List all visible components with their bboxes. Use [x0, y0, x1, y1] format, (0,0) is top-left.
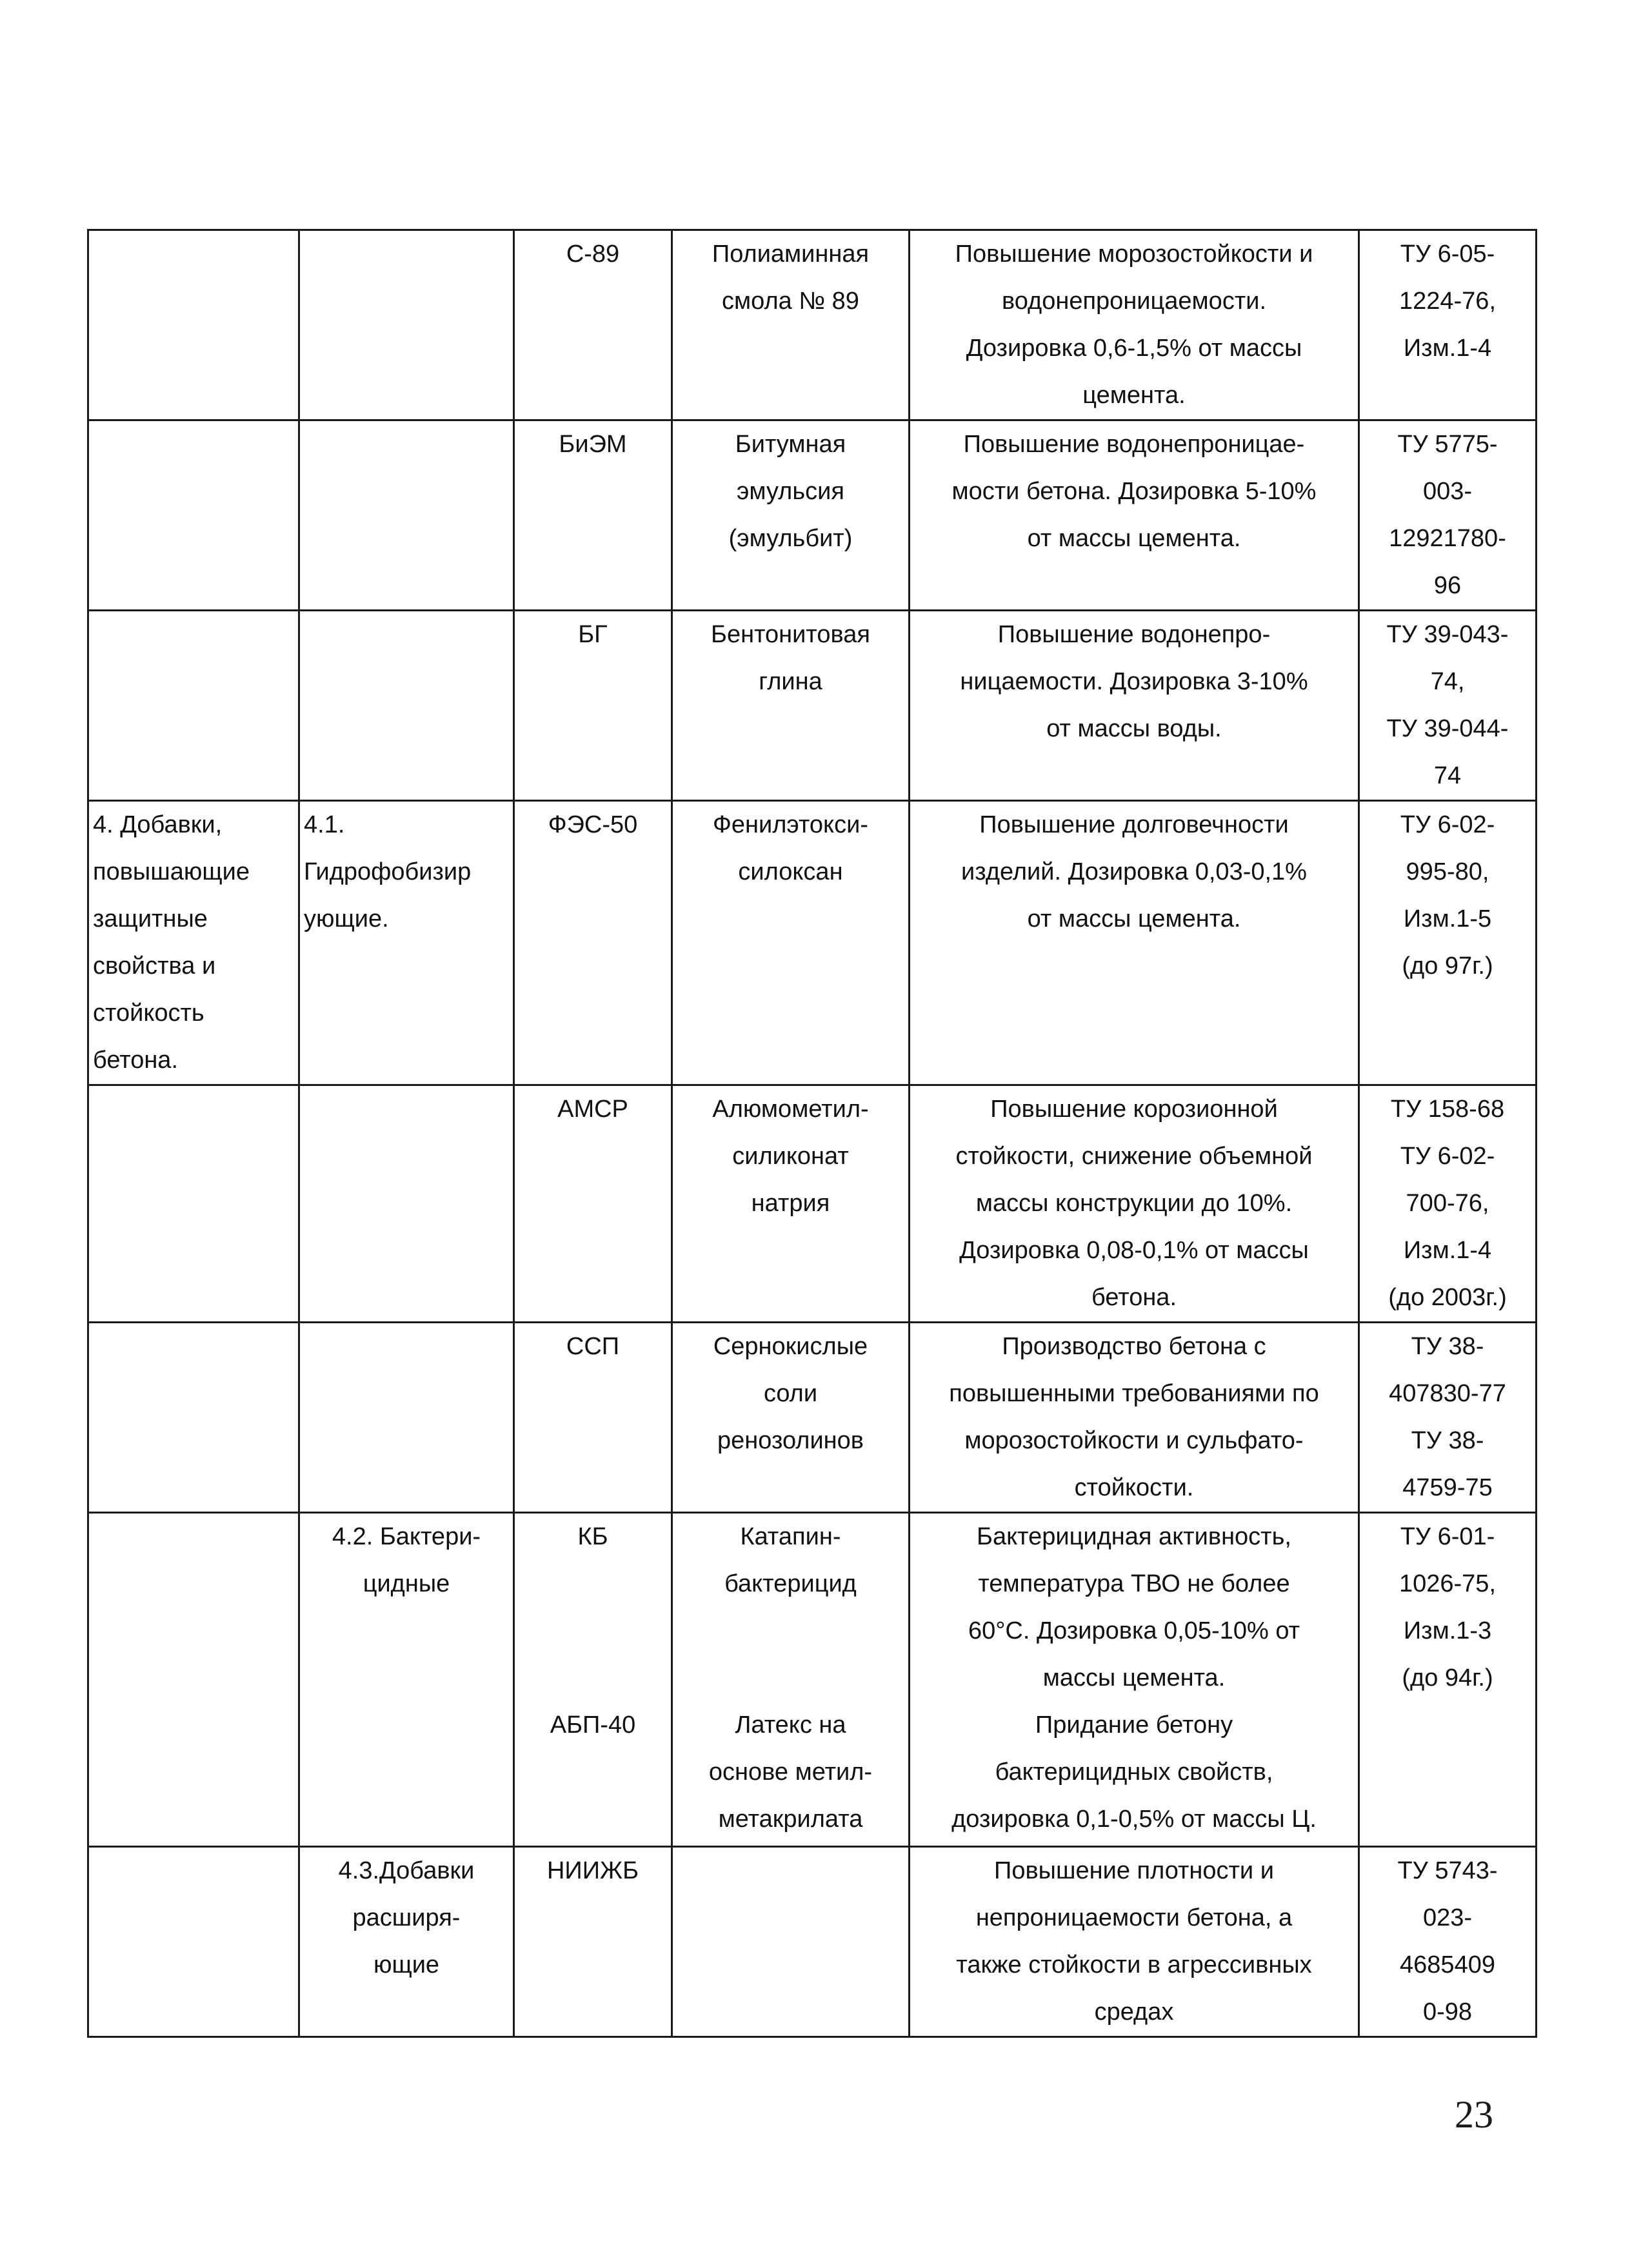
purpose-line: температура ТВО не более [978, 1570, 1290, 1597]
code-line: НИИЖБ [546, 1857, 639, 1884]
purpose-line: цемента. [1082, 382, 1186, 409]
subgroup-cell [299, 230, 514, 420]
name-line: силоксан [738, 858, 843, 885]
category-line: защитные [93, 905, 208, 932]
spec-line: 12921780- [1389, 525, 1506, 552]
spec-line: 1224-76, [1398, 288, 1496, 315]
table-row [88, 230, 1537, 420]
purpose-line: Повышение водонепро- [997, 621, 1271, 648]
name-line: Алюмометил- [712, 1096, 869, 1123]
name-cell [672, 1085, 910, 1323]
purpose-line: стойкости. [1074, 1474, 1194, 1501]
purpose-line: от массы цемента. [1027, 525, 1241, 552]
code-cell [514, 1323, 672, 1513]
spec-cell [1359, 1847, 1537, 2037]
code-line: БиЭМ [559, 431, 627, 458]
name-line: Полиаминная [712, 241, 870, 268]
purpose-line: бактерицидных свойств, [995, 1759, 1273, 1786]
code-cell [514, 1513, 672, 1847]
spec-line: 407830-77 [1389, 1380, 1506, 1407]
category-cell [88, 1323, 299, 1513]
name-line: Бентонитовая [711, 621, 870, 648]
purpose-line: средах [1094, 1998, 1174, 2026]
code-line: С-89 [566, 241, 620, 268]
code-cell [514, 611, 672, 801]
spec-line: 4759-75 [1402, 1474, 1493, 1501]
spec-line: ТУ 6-05- [1400, 241, 1495, 268]
spec-line: Изм.1-3 [1403, 1617, 1492, 1644]
purpose-line: Повышение водонепроницае- [963, 431, 1305, 458]
purpose-line: от массы воды. [1046, 715, 1222, 742]
name-cell [672, 230, 910, 420]
name-line: бактерицид [724, 1570, 857, 1597]
spec-line: ТУ 6-01- [1400, 1523, 1495, 1550]
purpose-cell [910, 230, 1359, 420]
category-cell [88, 1513, 299, 1847]
purpose-line: Повышение долговечности [979, 811, 1289, 838]
name-line: глина [759, 668, 822, 695]
name-line [677, 1608, 904, 1655]
spec-cell [1359, 1085, 1537, 1323]
spec-cell [1359, 230, 1537, 420]
table-row [88, 801, 1537, 1085]
purpose-line: Повышение морозостойкости и [955, 241, 1313, 268]
spec-cell [1359, 1323, 1537, 1513]
purpose-line: массы цемента. [1042, 1664, 1226, 1691]
subgroup-cell [299, 1847, 514, 2037]
name-cell [672, 801, 910, 1085]
name-cell [672, 1513, 910, 1847]
spec-line: Изм.1-4 [1403, 335, 1492, 362]
name-line: эмульсия [737, 478, 844, 505]
spec-line: (до 94г.) [1402, 1664, 1493, 1691]
code-cell [514, 1085, 672, 1323]
purpose-line: Производство бетона с [1002, 1333, 1266, 1360]
purpose-cell [910, 611, 1359, 801]
code-line: ФЭС-50 [548, 811, 638, 838]
subgroup-cell [299, 1513, 514, 1847]
purpose-line: 60°С. Дозировка 0,05-10% от [968, 1617, 1300, 1644]
name-cell [672, 1323, 910, 1513]
subgroup-cell [299, 1085, 514, 1323]
purpose-line: стойкости, снижение объемной [955, 1143, 1313, 1170]
purpose-line: дозировка 0,1-0,5% от массы Ц. [951, 1806, 1317, 1833]
subgroup-line: 4.1. [304, 811, 345, 838]
subgroup-line: цидные [363, 1570, 450, 1597]
code-line [519, 1655, 667, 1702]
name-line: смола № 89 [722, 288, 859, 315]
purpose-cell [910, 1513, 1359, 1847]
spec-line: 003- [1422, 478, 1473, 505]
spec-line: 1026-75, [1398, 1570, 1496, 1597]
name-line: метакрилата [718, 1806, 863, 1833]
subgroup-line: Гидрофобизир [304, 858, 472, 885]
name-line: силиконат [732, 1143, 849, 1170]
name-line [677, 1655, 904, 1702]
subgroup-line: 4.3.Добавки [338, 1857, 475, 1884]
purpose-line: изделий. Дозировка 0,03-0,1% [961, 858, 1307, 885]
spec-cell [1359, 1513, 1537, 1847]
purpose-line: от массы цемента. [1027, 905, 1241, 932]
spec-line: 74 [1433, 762, 1462, 789]
purpose-line: Дозировка 0,6-1,5% от массы [966, 335, 1302, 362]
category-cell [88, 1085, 299, 1323]
spec-cell [1359, 420, 1537, 611]
spec-line: 0-98 [1422, 1998, 1473, 2026]
purpose-cell [910, 1085, 1359, 1323]
category-line: повышающие [93, 858, 250, 885]
code-line: БГ [578, 621, 608, 648]
purpose-line: Повышение плотности и [994, 1857, 1274, 1884]
table-row [88, 420, 1537, 611]
name-line: натрия [751, 1190, 830, 1217]
spec-line: 700-76, [1406, 1190, 1489, 1217]
purpose-line: массы конструкции до 10%. [975, 1190, 1293, 1217]
code-cell [514, 420, 672, 611]
spec-line: 96 [1433, 572, 1462, 599]
code-line [519, 1561, 667, 1608]
name-line: Битумная [735, 431, 846, 458]
spec-line: ТУ 5743- [1397, 1857, 1498, 1884]
category-line: стойкость [93, 1000, 204, 1027]
code-line: ССП [566, 1333, 620, 1360]
purpose-line: Бактерицидная активность, [977, 1523, 1291, 1550]
name-line: соли [763, 1380, 818, 1407]
code-cell [514, 1847, 672, 2037]
table-row [88, 1085, 1537, 1323]
category-cell [88, 420, 299, 611]
spec-line: 023- [1422, 1904, 1473, 1931]
purpose-line: бетона. [1091, 1284, 1177, 1311]
name-line: Катапин- [740, 1523, 841, 1550]
name-cell [672, 420, 910, 611]
purpose-cell [910, 1323, 1359, 1513]
purpose-line: также стойкости в агрессивных [956, 1951, 1312, 1978]
spec-line: 74, [1430, 668, 1465, 695]
spec-line: Изм.1-5 [1403, 905, 1492, 932]
name-line: Сернокислые [713, 1333, 868, 1360]
spec-cell [1359, 801, 1537, 1085]
subgroup-cell [299, 420, 514, 611]
subgroup-line: 4.2. Бактери- [332, 1523, 481, 1550]
purpose-cell [910, 1847, 1359, 2037]
spec-line: ТУ 5775- [1397, 431, 1498, 458]
spec-line: 4685409 [1400, 1951, 1495, 1978]
purpose-line: мости бетона. Дозировка 5-10% [951, 478, 1317, 505]
code-line: КБ [577, 1523, 608, 1550]
subgroup-cell [299, 611, 514, 801]
category-line: свойства и [93, 952, 216, 980]
name-line: Фенилэтокси- [712, 811, 868, 838]
purpose-line: непроницаемости бетона, а [975, 1904, 1293, 1931]
spec-cell [1359, 611, 1537, 801]
name-line: ренозолинов [717, 1427, 864, 1454]
purpose-cell [910, 801, 1359, 1085]
spec-line: ТУ 38- [1411, 1333, 1484, 1360]
spec-line: (до 2003г.) [1388, 1284, 1507, 1311]
name-line: Латекс на [735, 1711, 846, 1739]
code-line: АБП-40 [550, 1711, 636, 1739]
category-cell [88, 801, 299, 1085]
subgroup-cell [299, 801, 514, 1085]
subgroup-line: ующие. [304, 905, 389, 932]
spec-line: ТУ 158-68 [1390, 1096, 1505, 1123]
code-line: АМСР [557, 1096, 628, 1123]
spec-line: ТУ 6-02- [1400, 1143, 1495, 1170]
name-cell [672, 611, 910, 801]
category-line: бетона. [93, 1047, 178, 1074]
table-row [88, 611, 1537, 801]
category-cell [88, 1847, 299, 2037]
purpose-line: Повышение корозионной [990, 1096, 1278, 1123]
subgroup-line: расширя- [352, 1904, 461, 1931]
spec-line: ТУ 6-02- [1400, 811, 1495, 838]
purpose-line: Дозировка 0,08-0,1% от массы [959, 1237, 1309, 1264]
additives-table [87, 229, 1537, 2038]
spec-line: Изм.1-4 [1403, 1237, 1492, 1264]
purpose-line: водонепроницаемости. [1001, 288, 1267, 315]
purpose-line: повышенными требованиями по [949, 1380, 1319, 1407]
code-cell [514, 230, 672, 420]
purpose-line: ницаемости. Дозировка 3-10% [960, 668, 1308, 695]
spec-line: ТУ 39-043- [1386, 621, 1509, 648]
table-row [88, 1513, 1537, 1847]
subgroup-cell [299, 1323, 514, 1513]
table-row [88, 1847, 1537, 2037]
additives-table-body [88, 230, 1537, 2037]
spec-line: 995-80, [1406, 858, 1489, 885]
code-line [519, 1608, 667, 1655]
category-cell [88, 611, 299, 801]
spec-line: ТУ 39-044- [1386, 715, 1509, 742]
page-number: 23 [1455, 2093, 1493, 2136]
category-cell [88, 230, 299, 420]
subgroup-line: ющие [373, 1951, 440, 1978]
name-line: (эмульбит) [728, 525, 853, 552]
purpose-line: Придание бетону [1035, 1711, 1233, 1739]
table-row [88, 1323, 1537, 1513]
category-line: 4. Добавки, [93, 811, 223, 838]
code-cell [514, 801, 672, 1085]
purpose-line: морозостойкости и сульфато- [964, 1427, 1304, 1454]
name-cell [672, 1847, 910, 2037]
spec-line: (до 97г.) [1402, 952, 1493, 980]
name-line: основе метил- [708, 1759, 873, 1786]
spec-line: ТУ 38- [1411, 1427, 1484, 1454]
purpose-cell [910, 420, 1359, 611]
